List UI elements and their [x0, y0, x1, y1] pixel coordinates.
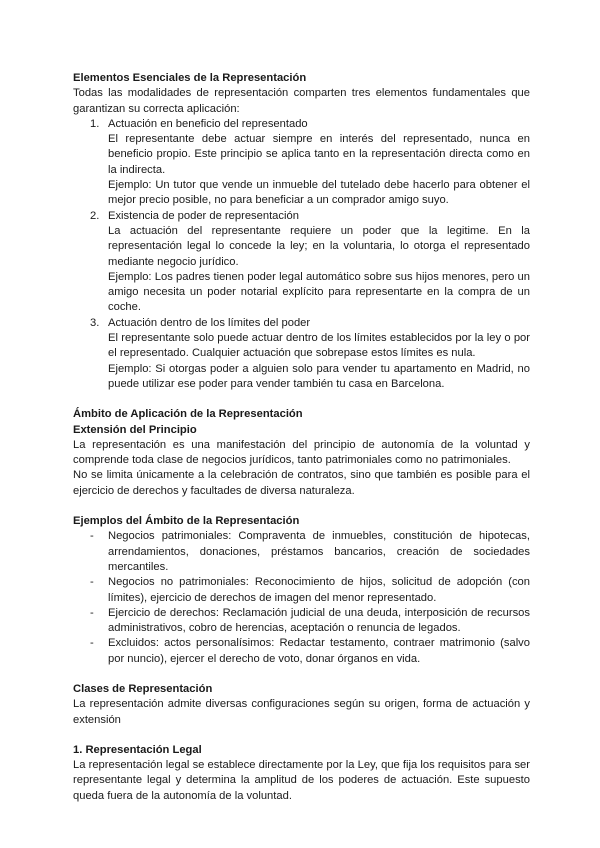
list-item-title: Actuación dentro de los límites del poder [108, 316, 311, 329]
spacer [73, 728, 530, 743]
heading-representacion-legal: 1. Representación Legal [73, 743, 202, 756]
paragraph-extension-2: No se limita únicamente a la celebración de contratos, sino que también es posible para el ejercicio de derechos y facultades de diversa naturaleza. [73, 469, 530, 497]
dash-marker: - [90, 606, 94, 619]
paragraph-extension-1: La representación es una manifestación del principio de autonomía de la voluntad y comprende toda clase de negocios jurídicos, tanto patrimoniales como no patrimoniales. [73, 438, 530, 467]
list-item [73, 529, 530, 575]
list-item-text: La actuación del representante requiere un poder que la legitime. En la representación legal lo concede la ley; en la voluntaria, lo otorga el representado mediante negocio jurídico. [108, 224, 530, 268]
list-number: 3. [90, 316, 100, 329]
spacer [73, 499, 530, 514]
list-item-example: Ejemplo: Si otorgas poder a alguien solo para vender tu apartamento en Madrid, no puede utilizar ese poder para vender también tu casa en Barcelona. [108, 362, 530, 390]
list-number: 1. [90, 117, 100, 130]
list-item-text: Excluidos: actos personalísimos: Redactar testamento, contraer matrimonio (salvo por nuncio), ejercer el derecho de voto, donar órganos en vida. [108, 637, 530, 665]
heading-clases: Clases de Representación [73, 682, 213, 695]
list-item [73, 575, 530, 606]
list-item-text: Negocios patrimoniales: Compraventa de inmuebles, constitución de hipotecas, arrendamientos, donaciones, préstamos bancarios, creación de sociedades mercantiles. [108, 530, 530, 573]
dash-marker: - [90, 637, 94, 650]
list-number: 2. [90, 209, 100, 222]
list-item-title: Actuación en beneficio del representado [108, 117, 308, 130]
list-item [73, 636, 530, 667]
examples-list [73, 529, 530, 667]
list-item [73, 117, 530, 209]
paragraph-clases: La representación admite diversas configuraciones según su origen, forma de actuación y extensión [73, 698, 530, 726]
list-item [73, 606, 530, 637]
list-item [73, 209, 530, 316]
list-item-text: El representante debe actuar siempre en interés del representado, nunca en beneficio propio. Este principio se aplica tanto en la representación directa como en la indirecta. [108, 133, 530, 176]
list-item-text: El representante solo puede actuar dentro de los límites establecidos por la ley o por el representado. Cualquier actuación que sobrepase estos límites es nula. [108, 332, 530, 360]
essential-elements-list [73, 117, 530, 392]
heading-elementos-esenciales: Elementos Esenciales de la Representación [73, 72, 307, 84]
spacer [73, 392, 530, 407]
list-item-example: Ejemplo: Los padres tienen poder legal automático sobre sus hijos menores, pero un amigo necesita un poder notarial explícito para representarte en la compra de un coche. [108, 270, 530, 314]
heading-ejemplos: Ejemplos del Ámbito de la Representación [73, 515, 300, 528]
list-item-example: Ejemplo: Un tutor que vende un inmueble del tutelado debe hacerlo para obtener el mejor precio posible, no para beneficiar a un comprador amigo suyo. [108, 179, 530, 207]
dash-marker: - [90, 576, 94, 589]
list-item-text: Ejercicio de derechos: Reclamación judicial de una deuda, interposición de recursos administrativos, cobro de herencias, aceptación o renuncia de legados. [108, 606, 530, 635]
intro-paragraph: Todas las modalidades de representación comparten tres elementos fundamentales que garantizan su correcta aplicación: [73, 87, 530, 115]
heading-ambito: Ámbito de Aplicación de la Representación [73, 408, 303, 421]
paragraph-representacion-legal: La representación legal se establece directamente por la Ley, que fija los requisitos para ser representante legal y determina la amplitud de los poderes de actuación. Este supuesto queda fuera de la autonomía de la voluntad. [73, 759, 530, 802]
list-item [73, 316, 530, 392]
spacer [73, 667, 530, 682]
list-item-text: Negocios no patrimoniales: Reconocimiento de hijos, solicitud de adopción (con límites), ejercicio de derechos de imagen del menor representado. [108, 576, 530, 604]
subheading-extension: Extensión del Principio [73, 423, 197, 436]
dash-marker: - [90, 530, 94, 543]
list-item-title: Existencia de poder de representación [108, 209, 299, 222]
